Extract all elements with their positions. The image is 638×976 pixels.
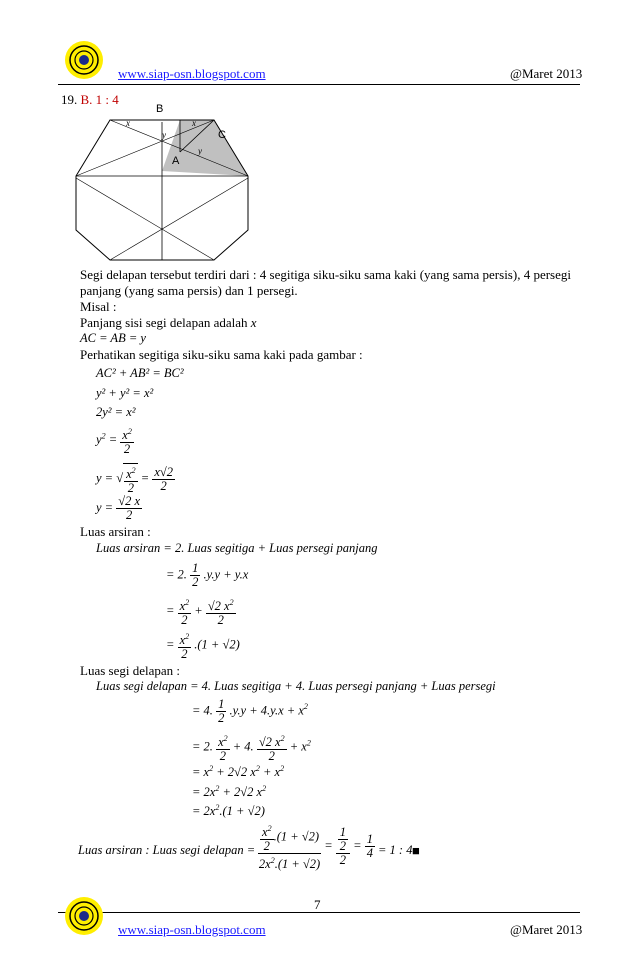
eq-2y2: 2y² = x² xyxy=(96,405,136,419)
ls-step2: = 2. $\frac{x^2}{2}$ + 4. $\frac{√2 x^2}{2}$ + $x^2$ xyxy=(192,734,311,764)
label-x-left: x xyxy=(126,118,130,128)
eq-y2-frac: $y^2$ = $\frac{x^2}{2}$ xyxy=(96,427,132,457)
la-def: Luas arsiran = 2. Luas segitiga + Luas persegi panjang xyxy=(96,541,378,555)
sisi-line: Panjang sisi segi delapan adalah x xyxy=(80,315,257,330)
footer-divider xyxy=(58,912,580,913)
ls-def: Luas segi delapan = 4. Luas segitiga + 4. Luas persegi panjang + Luas persegi xyxy=(96,679,496,693)
label-y-top: y xyxy=(162,130,166,140)
final-ratio-left: Luas arsiran : Luas segi delapan = xyxy=(78,843,256,857)
la-step2: = $\frac{x^2}{2}$ + $\frac{√2 x^2}{2}$ xyxy=(166,598,234,628)
eq-pythagoras: AC² + AB² = BC² xyxy=(96,366,184,380)
ls-step1: = 4. $\frac{1}{2}$ $.y.y + 4.y.x + x^2$ xyxy=(192,697,308,725)
qed-symbol: ■ xyxy=(412,843,420,858)
header-link[interactable]: www.siap-osn.blogspot.com xyxy=(118,66,266,81)
label-C: C xyxy=(218,129,226,141)
header-date: @Maret 2013 xyxy=(510,66,583,81)
acab-eq: AC = AB = y xyxy=(80,331,146,345)
final-ratio-result: = 1 : 4 xyxy=(378,843,413,857)
problem-answer: B. 1 : 4 xyxy=(80,92,119,107)
label-x-right: x xyxy=(192,118,196,128)
ls-step5: = $2x^2.(1 + √2)$ xyxy=(192,803,265,819)
footer-logo-icon xyxy=(64,896,104,936)
eq-y-sqrt: y = √ $\frac{x^2}{2}$ = $\frac{x√2}{2}$ xyxy=(96,464,174,496)
final-ratio-fraction: $\frac{x^2}{2}$ .(1 + √2) $2x^2.(1 + √2)$ = $\frac{\frac{1}{2}}{2}$ = $\frac{1}{4}$ xyxy=(258,824,373,872)
octagon-figure xyxy=(70,100,260,270)
page-number: 7 xyxy=(314,897,321,912)
header-divider xyxy=(58,84,580,85)
la-step3: = $\frac{x^2}{2}$ .(1 + √2) xyxy=(166,632,240,662)
luas-arsiran-title: Luas arsiran : xyxy=(80,524,151,539)
footer-link[interactable]: www.siap-osn.blogspot.com xyxy=(118,922,266,937)
luas-segi-title: Luas segi delapan : xyxy=(80,663,180,678)
perhatikan-line: Perhatikan segitiga siku-siku sama kaki pada gambar : xyxy=(80,347,363,362)
label-A: A xyxy=(172,155,180,167)
eq-yy: y² + y² = x² xyxy=(96,386,154,400)
header-logo-icon xyxy=(64,40,104,80)
problem-number: 19. B. 1 : 4 xyxy=(61,92,119,107)
la-step1: = 2. $\frac{1}{2}$ .y.y + y.x xyxy=(166,561,249,589)
footer-date: @Maret 2013 xyxy=(510,922,583,937)
para-line-2: panjang (yang sama persis) dan 1 persegi. xyxy=(80,283,298,298)
misal-label: Misal : xyxy=(80,299,117,314)
para-line-1: Segi delapan tersebut terdiri dari : 4 segitiga siku-siku sama kaki (yang sama persis), 4 persegi xyxy=(80,267,571,282)
label-y-bottom: y xyxy=(198,146,202,156)
eq-y-result: y = $\frac{√2 x}{2}$ xyxy=(96,494,141,522)
ls-step3: = $x^2 + 2√2$ $x^2 + x^2$ xyxy=(192,764,285,780)
label-B: B xyxy=(156,103,164,115)
ls-step4: = $2x^2 + 2√2$ $x^2$ xyxy=(192,784,267,800)
